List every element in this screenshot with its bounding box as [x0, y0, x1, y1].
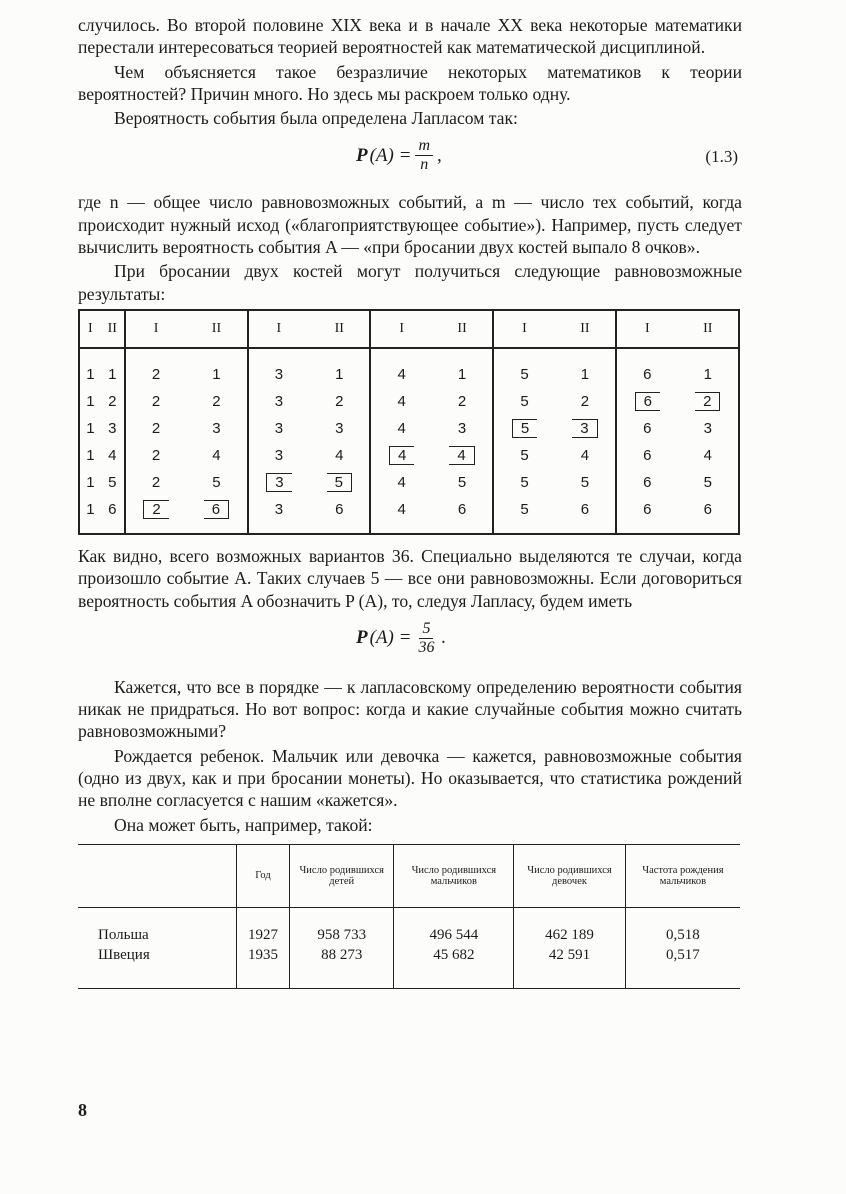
dice-cell: 2	[151, 392, 161, 410]
dice-cell: 5	[520, 500, 529, 518]
dice-cell: 2	[108, 392, 117, 410]
dice-cell: 6	[580, 500, 590, 518]
dice-header-cell: II	[678, 310, 740, 348]
births-value-cell: 42 591	[514, 946, 626, 989]
dice-header-cell: II	[432, 310, 493, 348]
dice-row	[79, 415, 739, 442]
country-cell: Швеция	[78, 946, 237, 989]
dice-cell: 2	[335, 392, 344, 410]
dice-header-cell: I	[248, 310, 309, 348]
paragraph-8: Рождается ребенок. Мальчик или девочка — кажется, равновозможные события (одно из двух, как и при бросании монеты). Но оказывается, что статистика рождений не вполне согласуется с нашим «кажется».	[78, 745, 742, 811]
dice-cell: 1	[580, 365, 590, 383]
paragraph-5: При бросании двух костей могут получиться следующие равновозможные результаты:	[78, 261, 742, 304]
dice-cell-highlighted: 4	[389, 446, 414, 465]
dice-cell: 1	[212, 365, 221, 383]
dice-cell: 5	[457, 473, 467, 491]
dice-cell: 2	[151, 365, 161, 383]
dice-cell: 6	[643, 500, 652, 518]
dice-row	[79, 496, 739, 534]
dice-cell: 6	[108, 500, 117, 518]
dice-cell: 5	[520, 473, 529, 491]
dice-cell: 5	[212, 473, 221, 491]
births-value-cell: 1935	[237, 946, 290, 989]
dice-cell: 3	[274, 392, 284, 410]
births-value-cell: 0,517	[625, 946, 740, 989]
births-row	[78, 946, 740, 989]
dice-cell: 3	[457, 419, 467, 437]
births-header-cell: Число родившихся мальчиков	[394, 844, 514, 907]
formula2-tail: .	[441, 627, 447, 649]
formula-p: P	[356, 144, 368, 166]
paragraph-6: Как видно, всего возможных вариантов 36. Специально выделяются те случаи, когда произошло событие A. Таких случаев 5 — все они равновозможны. Если договориться вероятность события A обозначить P (A), то, следуя Лапласу, будем иметь	[78, 545, 742, 611]
dice-cell: 1	[335, 365, 344, 383]
births-value-cell: 958 733	[290, 907, 394, 946]
dice-cell: 4	[703, 446, 712, 464]
births-table	[78, 844, 740, 989]
dice-table	[78, 309, 740, 535]
dice-cell: 3	[274, 365, 284, 383]
formula2-numerator: 5	[419, 620, 433, 639]
dice-cell: 5	[520, 365, 529, 383]
dice-header-cell: I	[493, 310, 554, 348]
formula2-p: P	[356, 627, 368, 649]
paragraph-7: Кажется, что все в порядке — к лапласовскому определению вероятности события никак не придраться. Но вот вопрос: когда и какие случайные события можно считать равновозможными?	[78, 676, 742, 742]
dice-cell: 4	[397, 473, 406, 491]
dice-cell-highlighted: 4	[449, 446, 474, 465]
dice-cell: 1	[86, 500, 95, 518]
dice-cell: 6	[643, 365, 652, 383]
dice-cell-highlighted: 2	[695, 392, 720, 411]
dice-cell: 6	[457, 500, 467, 518]
dice-header-cell: I	[125, 310, 186, 348]
dice-cell-highlighted: 5	[327, 473, 352, 492]
dice-cell: 2	[457, 392, 467, 410]
dice-cell: 5	[520, 446, 529, 464]
births-header-cell: Частота рождения мальчиков	[625, 844, 740, 907]
dice-cell: 2	[151, 419, 161, 437]
dice-cell: 1	[86, 473, 95, 491]
dice-header-cell: I	[79, 310, 101, 348]
dice-row	[79, 388, 739, 415]
dice-cell: 3	[335, 419, 344, 437]
dice-cell: 6	[643, 446, 652, 464]
dice-cell-highlighted: 3	[266, 473, 291, 492]
dice-row	[79, 442, 739, 469]
dice-cell: 4	[397, 500, 406, 518]
dice-row	[79, 469, 739, 496]
dice-header-cell: II	[309, 310, 370, 348]
formula-laplace	[78, 133, 742, 189]
dice-cell: 2	[212, 392, 221, 410]
paragraph-3: Вероятность события была определена Лапласом так:	[114, 108, 518, 129]
country-cell: Польша	[98, 927, 149, 944]
dice-cell: 5	[520, 392, 529, 410]
dice-cell: 4	[397, 365, 406, 383]
formula-tail: ,	[437, 144, 442, 166]
formula2-arg: (A) =	[369, 627, 412, 649]
dice-cell-highlighted: 6	[635, 392, 660, 411]
dice-cell: 6	[335, 500, 344, 518]
dice-cell: 4	[397, 392, 406, 410]
dice-cell: 2	[151, 473, 161, 491]
dice-cell: 4	[397, 419, 406, 437]
paragraph-9: Она может быть, например, такой:	[114, 814, 373, 835]
paragraph-1: случилось. Во второй половине XIX века и в начале XX века некоторые математики перестали интересоваться теорией вероятностей как математической дисциплиной.	[78, 15, 742, 58]
dice-cell: 3	[274, 419, 284, 437]
dice-header-cell: II	[555, 310, 616, 348]
births-header-cell: Число родившихся детей	[290, 844, 394, 907]
formula-result	[78, 616, 742, 672]
dice-cell: 6	[643, 419, 652, 437]
dice-header-cell: I	[616, 310, 677, 348]
births-value-cell: 1927	[237, 907, 290, 946]
formula-arg: (A) =	[369, 144, 412, 166]
dice-cell-highlighted: 6	[204, 500, 229, 519]
dice-header-cell: II	[101, 310, 125, 348]
dice-cell-highlighted: 2	[143, 500, 168, 519]
births-value-cell: 496 544	[394, 907, 514, 946]
births-header-cell: Число родившихся девочек	[514, 844, 626, 907]
page-body	[78, 14, 742, 989]
dice-cell: 1	[703, 365, 712, 383]
dice-cell: 4	[212, 446, 221, 464]
births-table-header	[78, 844, 740, 907]
dice-cell: 4	[580, 446, 590, 464]
formula2-denominator: 36	[418, 638, 435, 656]
paragraph-2: Чем объясняется такое безразличие некоторых математиков к теории вероятностей? Причин много. Но здесь мы раскроем только одну.	[78, 61, 742, 104]
births-table-body	[78, 907, 740, 988]
dice-cell: 2	[151, 446, 161, 464]
dice-cell: 5	[108, 473, 117, 491]
dice-cell: 2	[580, 392, 590, 410]
dice-cell: 3	[703, 419, 712, 437]
births-value-cell: 88 273	[290, 946, 394, 989]
dice-cell: 4	[108, 446, 117, 464]
dice-cell: 3	[212, 419, 221, 437]
dice-cell: 1	[86, 365, 95, 383]
equation-number: (1.3)	[705, 147, 738, 167]
formula2-fraction	[415, 620, 437, 657]
births-row	[78, 907, 740, 946]
dice-cell: 1	[108, 365, 117, 383]
dice-cell: 6	[643, 473, 652, 491]
dice-cell: 1	[86, 392, 95, 410]
dice-header-cell: II	[186, 310, 247, 348]
births-header-cell: Год	[237, 844, 290, 907]
dice-cell: 1	[86, 446, 95, 464]
dice-table-body	[79, 348, 739, 534]
page-number: 8	[78, 1100, 87, 1120]
births-value-cell: 45 682	[394, 946, 514, 989]
formula-denominator: n	[420, 156, 429, 174]
births-value-cell: 0,518	[625, 907, 740, 946]
paragraph-4: где n — общее число равновозможных событий, а m — число тех событий, когда происходит нужный исход («благоприятствующее событие»). Например, пусть следует вычислить вероятность события A — «при бросании двух костей выпало 8 очков».	[78, 192, 742, 258]
formula-fraction	[415, 137, 433, 174]
dice-cell: 3	[108, 419, 117, 437]
dice-cell: 5	[580, 473, 590, 491]
dice-cell: 3	[274, 500, 284, 518]
dice-cell: 6	[703, 500, 712, 518]
formula-numerator: m	[415, 137, 433, 156]
dice-cell: 1	[86, 419, 95, 437]
dice-row	[79, 348, 739, 388]
dice-cell: 5	[703, 473, 712, 491]
dice-header-cell: I	[370, 310, 431, 348]
dice-cell: 4	[335, 446, 344, 464]
dice-cell-highlighted: 5	[512, 419, 537, 438]
births-value-cell: 462 189	[514, 907, 626, 946]
dice-cell-highlighted: 3	[572, 419, 597, 438]
dice-cell: 1	[457, 365, 467, 383]
dice-table-header	[79, 310, 739, 348]
dice-cell: 3	[274, 446, 284, 464]
births-header-cell	[78, 844, 237, 907]
